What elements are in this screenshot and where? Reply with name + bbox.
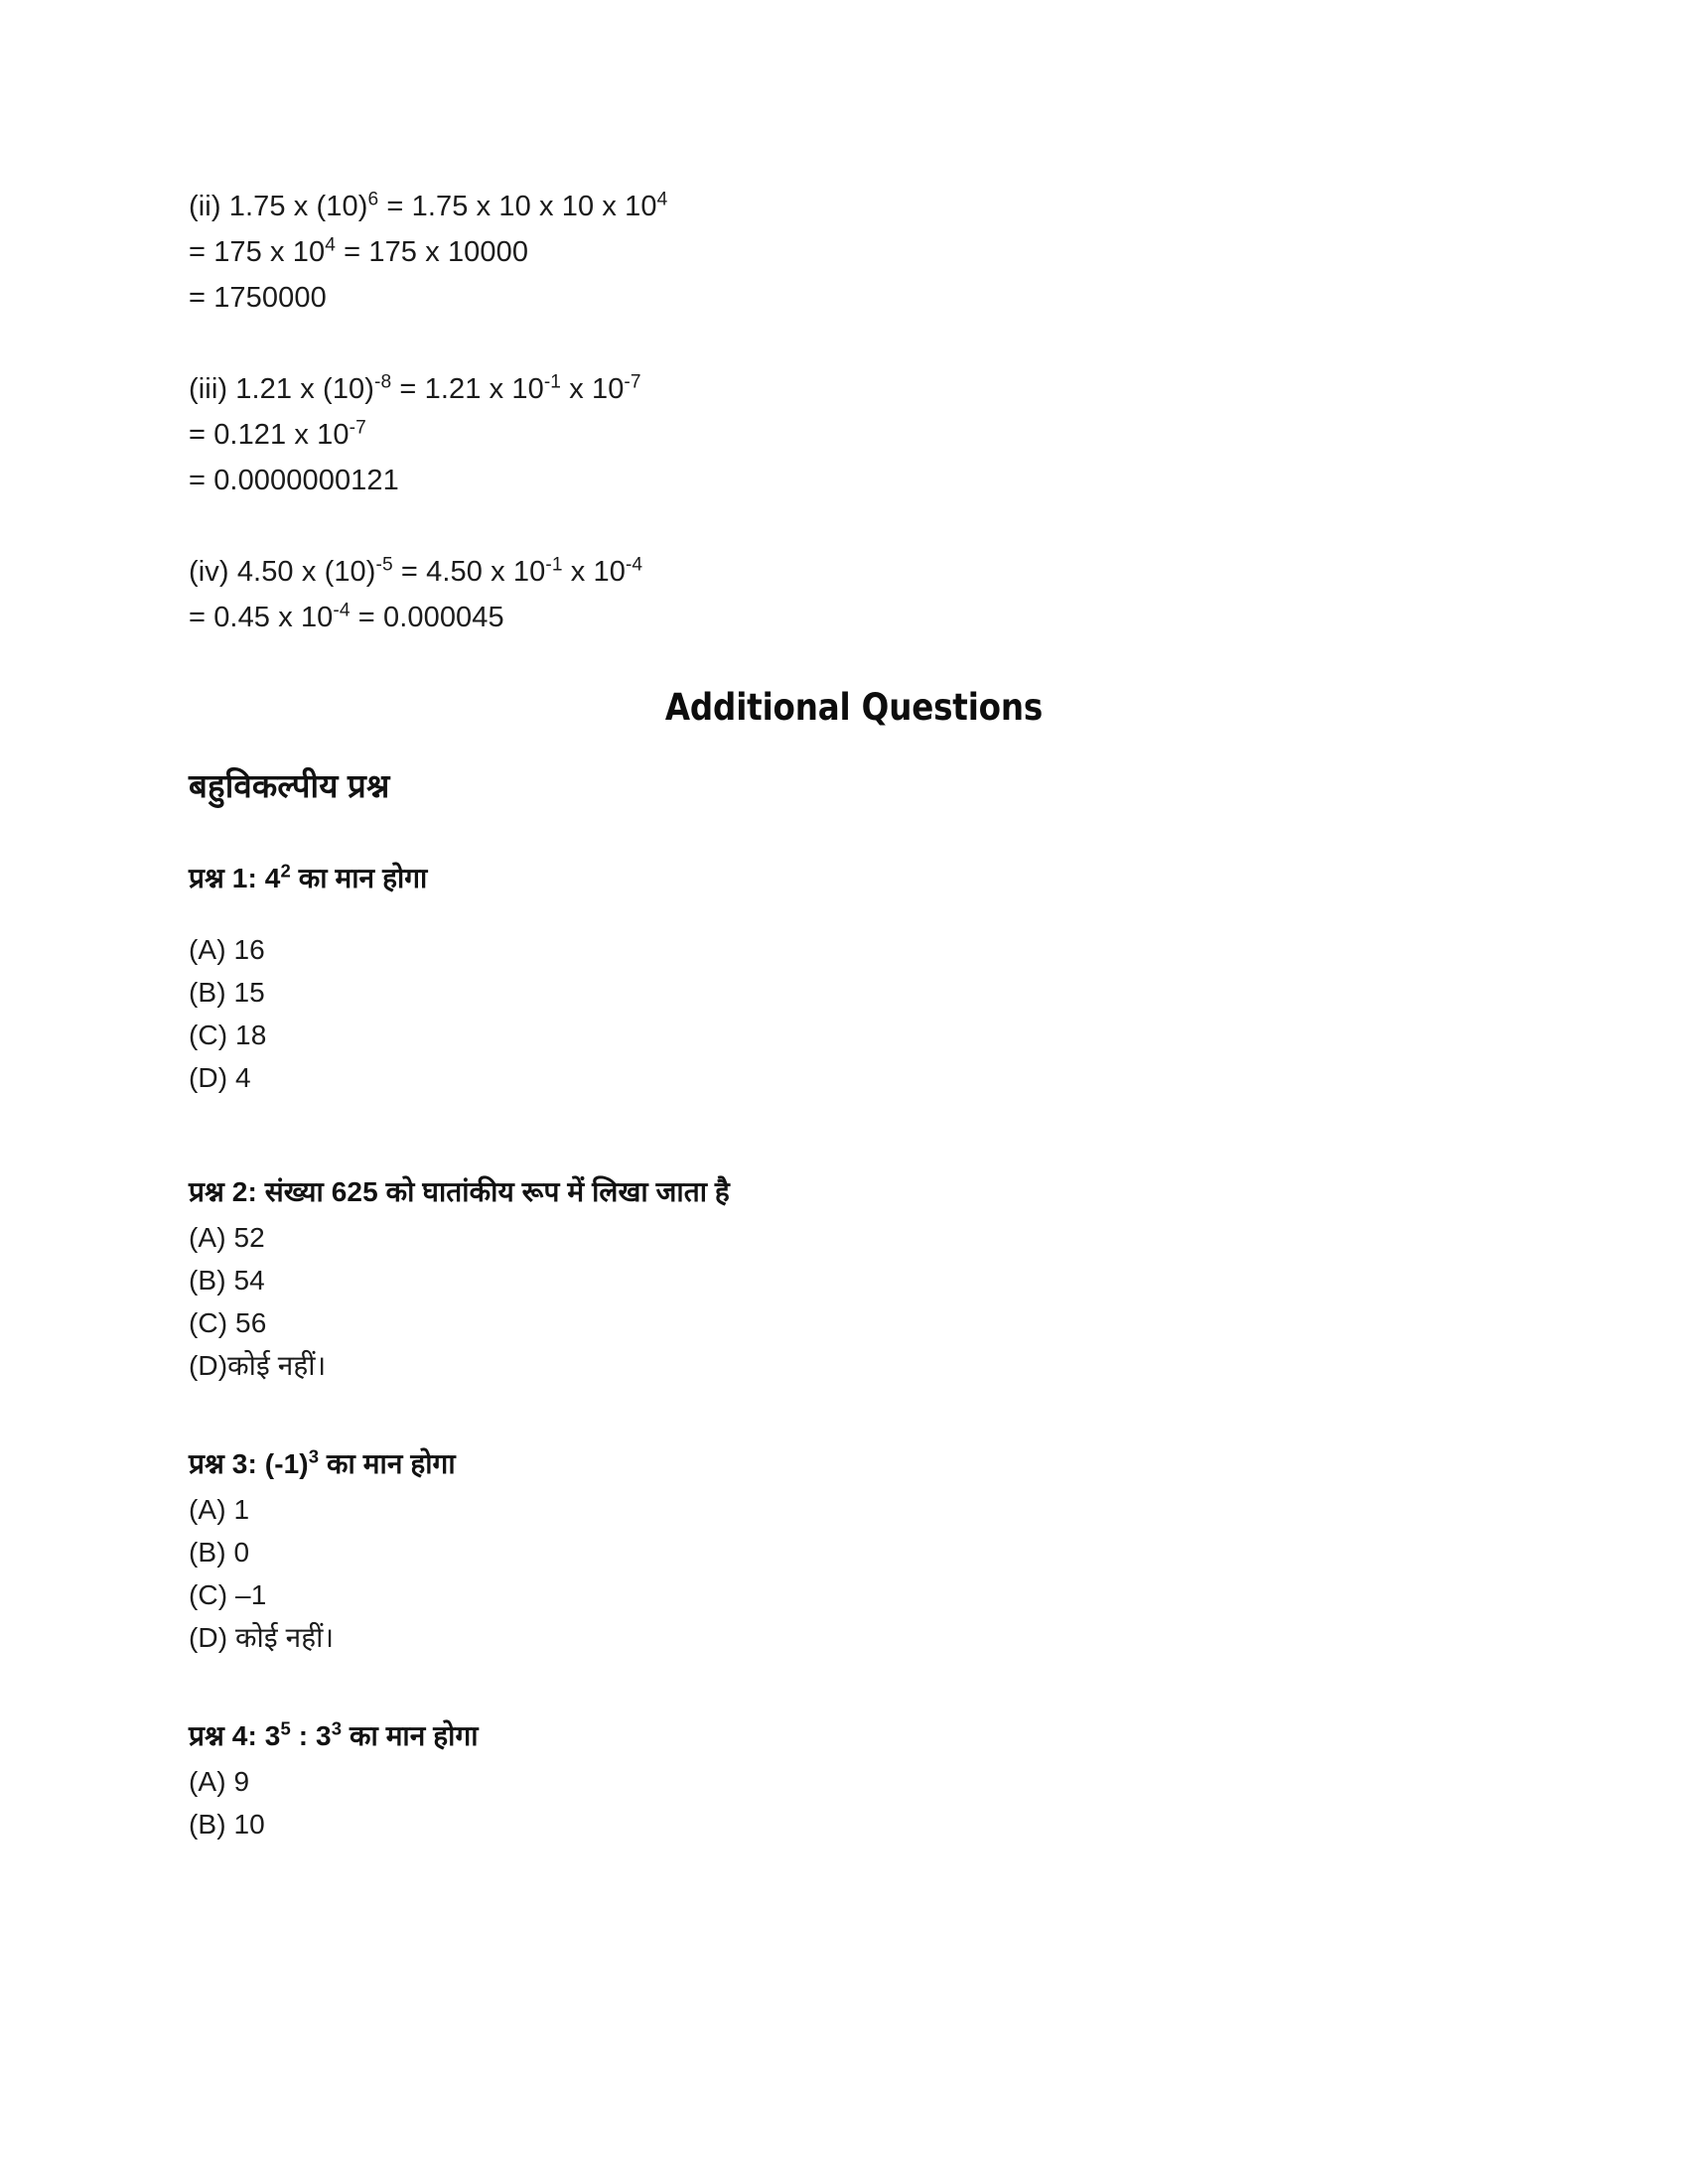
exponent: -8 xyxy=(374,371,392,393)
solution-block-iii xyxy=(189,366,1519,503)
exponent: 2 xyxy=(280,860,291,882)
option-item[interactable]: (C) –1 xyxy=(189,1579,267,1610)
subsection-title: बहुविकल्पीय प्रश्न xyxy=(189,767,390,804)
solution-text: = 0.121 x 10 xyxy=(189,419,350,451)
question-text: का मान होगा xyxy=(290,863,428,893)
exponent: -1 xyxy=(543,371,562,393)
question-text: : 3 xyxy=(290,1720,332,1751)
solution-line xyxy=(189,412,1519,458)
option-item[interactable]: (A) 9 xyxy=(189,1766,250,1797)
solution-line xyxy=(189,595,1519,640)
exponent: 4 xyxy=(656,189,668,210)
question-text-3 xyxy=(189,1444,1519,1484)
question-text-1 xyxy=(189,859,1519,898)
solution-line xyxy=(189,366,1519,412)
option-item[interactable]: (D) 4 xyxy=(189,1062,251,1093)
question-text: प्रश्न 1: 4 xyxy=(189,863,281,893)
option-item[interactable]: (A) 52 xyxy=(189,1222,265,1253)
exponent: 6 xyxy=(367,189,379,210)
exponent: 3 xyxy=(308,1445,320,1467)
solution-text: (ii) 1.75 x (10) xyxy=(189,191,368,222)
solution-line: = 1750000 xyxy=(189,282,327,314)
solution-text: = 1.75 x 10 x 10 x 10 xyxy=(378,191,657,222)
question-text: का मान होगा xyxy=(319,1448,456,1479)
solution-line xyxy=(189,549,1519,595)
solution-block-ii xyxy=(189,184,1519,321)
exponent: -5 xyxy=(375,554,393,576)
option-list-2 xyxy=(189,1216,1519,1387)
block-spacer xyxy=(189,1693,1519,1716)
solution-text: (iv) 4.50 x (10) xyxy=(189,556,376,588)
solution-block-iv xyxy=(189,549,1519,640)
page-title: Additional Questions xyxy=(664,686,1044,729)
option-item[interactable]: (A) 1 xyxy=(189,1494,250,1525)
exponent: -4 xyxy=(625,554,643,576)
option-item[interactable]: (B) 10 xyxy=(189,1809,265,1840)
option-item[interactable]: (D) कोई नहीं। xyxy=(189,1622,335,1653)
solution-text: x 10 xyxy=(562,556,626,588)
solution-text: x 10 xyxy=(561,373,625,405)
solution-text: = 175 x 10 xyxy=(189,236,326,268)
exponent: 4 xyxy=(325,234,336,256)
exponent: -4 xyxy=(333,600,351,621)
solution-text: = 1.21 x 10 xyxy=(391,373,544,405)
question-text-2: प्रश्न 2: संख्या 625 को घातांकीय रूप में लिखा जाता है xyxy=(189,1176,730,1207)
solution-text: = 0.000045 xyxy=(350,602,504,633)
option-list-1 xyxy=(189,928,1519,1099)
option-item[interactable]: (C) 56 xyxy=(189,1307,267,1338)
question-block-4 xyxy=(189,1716,1519,1845)
exponent: -7 xyxy=(624,371,641,393)
question-text: प्रश्न 3: (-1) xyxy=(189,1448,309,1479)
exponent: -7 xyxy=(349,417,366,439)
block-spacer xyxy=(189,1421,1519,1444)
option-list-4 xyxy=(189,1760,1519,1845)
solution-text: = 0.45 x 10 xyxy=(189,602,334,633)
solution-line xyxy=(189,229,1519,275)
question-text: प्रश्न 4: 3 xyxy=(189,1720,281,1751)
option-item[interactable]: (B) 0 xyxy=(189,1537,250,1568)
option-list-3 xyxy=(189,1488,1519,1659)
solution-text: = 4.50 x 10 xyxy=(392,556,546,588)
solution-text: (iii) 1.21 x (10) xyxy=(189,373,375,405)
solution-text: = 175 x 10000 xyxy=(336,236,529,268)
option-item[interactable]: (A) 16 xyxy=(189,934,265,965)
page-content xyxy=(189,184,1519,1879)
exponent: 5 xyxy=(280,1717,291,1739)
block-spacer xyxy=(189,1133,1519,1172)
question-block-3 xyxy=(189,1444,1519,1659)
solution-line xyxy=(189,184,1519,229)
question-block-1 xyxy=(189,859,1519,1099)
option-item[interactable]: (B) 15 xyxy=(189,977,265,1008)
option-item[interactable]: (B) 54 xyxy=(189,1265,265,1296)
option-item[interactable]: (C) 18 xyxy=(189,1020,267,1050)
exponent: 3 xyxy=(331,1717,343,1739)
option-item[interactable]: (D)कोई नहीं। xyxy=(189,1350,327,1381)
exponent: -1 xyxy=(545,554,563,576)
question-text-4 xyxy=(189,1716,1519,1756)
question-block-2 xyxy=(189,1172,1519,1387)
solution-line: = 0.0000000121 xyxy=(189,465,399,496)
question-text: का मान होगा xyxy=(342,1720,479,1751)
